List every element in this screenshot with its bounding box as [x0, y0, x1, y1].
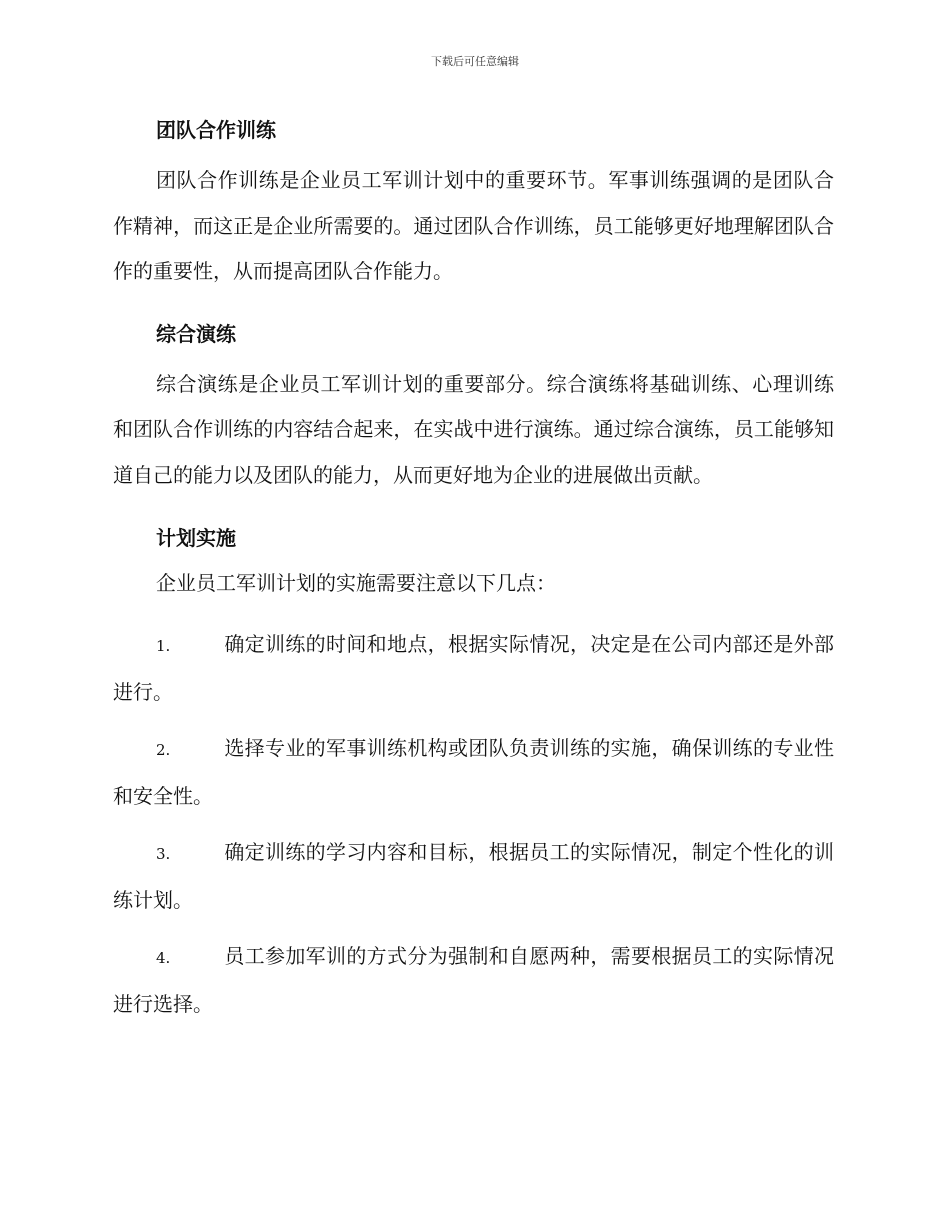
section-plan-implementation — [113, 524, 834, 597]
list-item — [113, 934, 834, 1027]
list-item-text: 确定训练的时间和地点，根据实际情况，决定是在公司内部还是外部进行。 — [113, 632, 834, 704]
list-item-text: 选择专业的军事训练机构或团队负责训练的实施，确保训练的专业性和安全性。 — [113, 736, 834, 808]
section-paragraph: 企业员工军训计划的实施需要注意以下几点： — [156, 571, 556, 595]
section-heading: 计划实施 — [156, 526, 236, 550]
implementation-list — [113, 622, 834, 1027]
list-item-number: 4. — [156, 949, 171, 967]
list-item-number: 2. — [156, 741, 171, 759]
section-paragraph: 综合演练是企业员工军训计划的重要部分。综合演练将基础训练、心理训练和团队合作训练的内容结合起来，在实战中进行演练。通过综合演练，员工能够知道自己的能力以及团队的能力，从而更好地为企业的进展做出贡献。 — [113, 371, 834, 487]
list-item — [113, 830, 834, 923]
header-note: 下载后可任意编辑 — [431, 55, 519, 68]
section-heading: 团队合作训练 — [156, 118, 276, 142]
section-paragraph: 团队合作训练是企业员工军训计划中的重要环节。军事训练强调的是团队合作精神，而这正是企业所需要的。通过团队合作训练，员工能够更好地理解团队合作的重要性，从而提高团队合作能力。 — [113, 168, 834, 283]
section-comprehensive-drill — [113, 320, 834, 499]
section-team-training — [113, 116, 834, 295]
document-body — [113, 116, 834, 1027]
list-item — [113, 622, 834, 715]
section-heading: 综合演练 — [156, 321, 236, 346]
list-item-text: 确定训练的学习内容和目标，根据员工的实际情况，制定个性化的训练计划。 — [113, 840, 834, 912]
list-item-number: 1. — [156, 637, 171, 655]
list-item — [113, 726, 834, 819]
list-item-number: 3. — [156, 845, 171, 863]
list-item-text: 员工参加军训的方式分为强制和自愿两种，需要根据员工的实际情况进行选择。 — [113, 944, 834, 1016]
